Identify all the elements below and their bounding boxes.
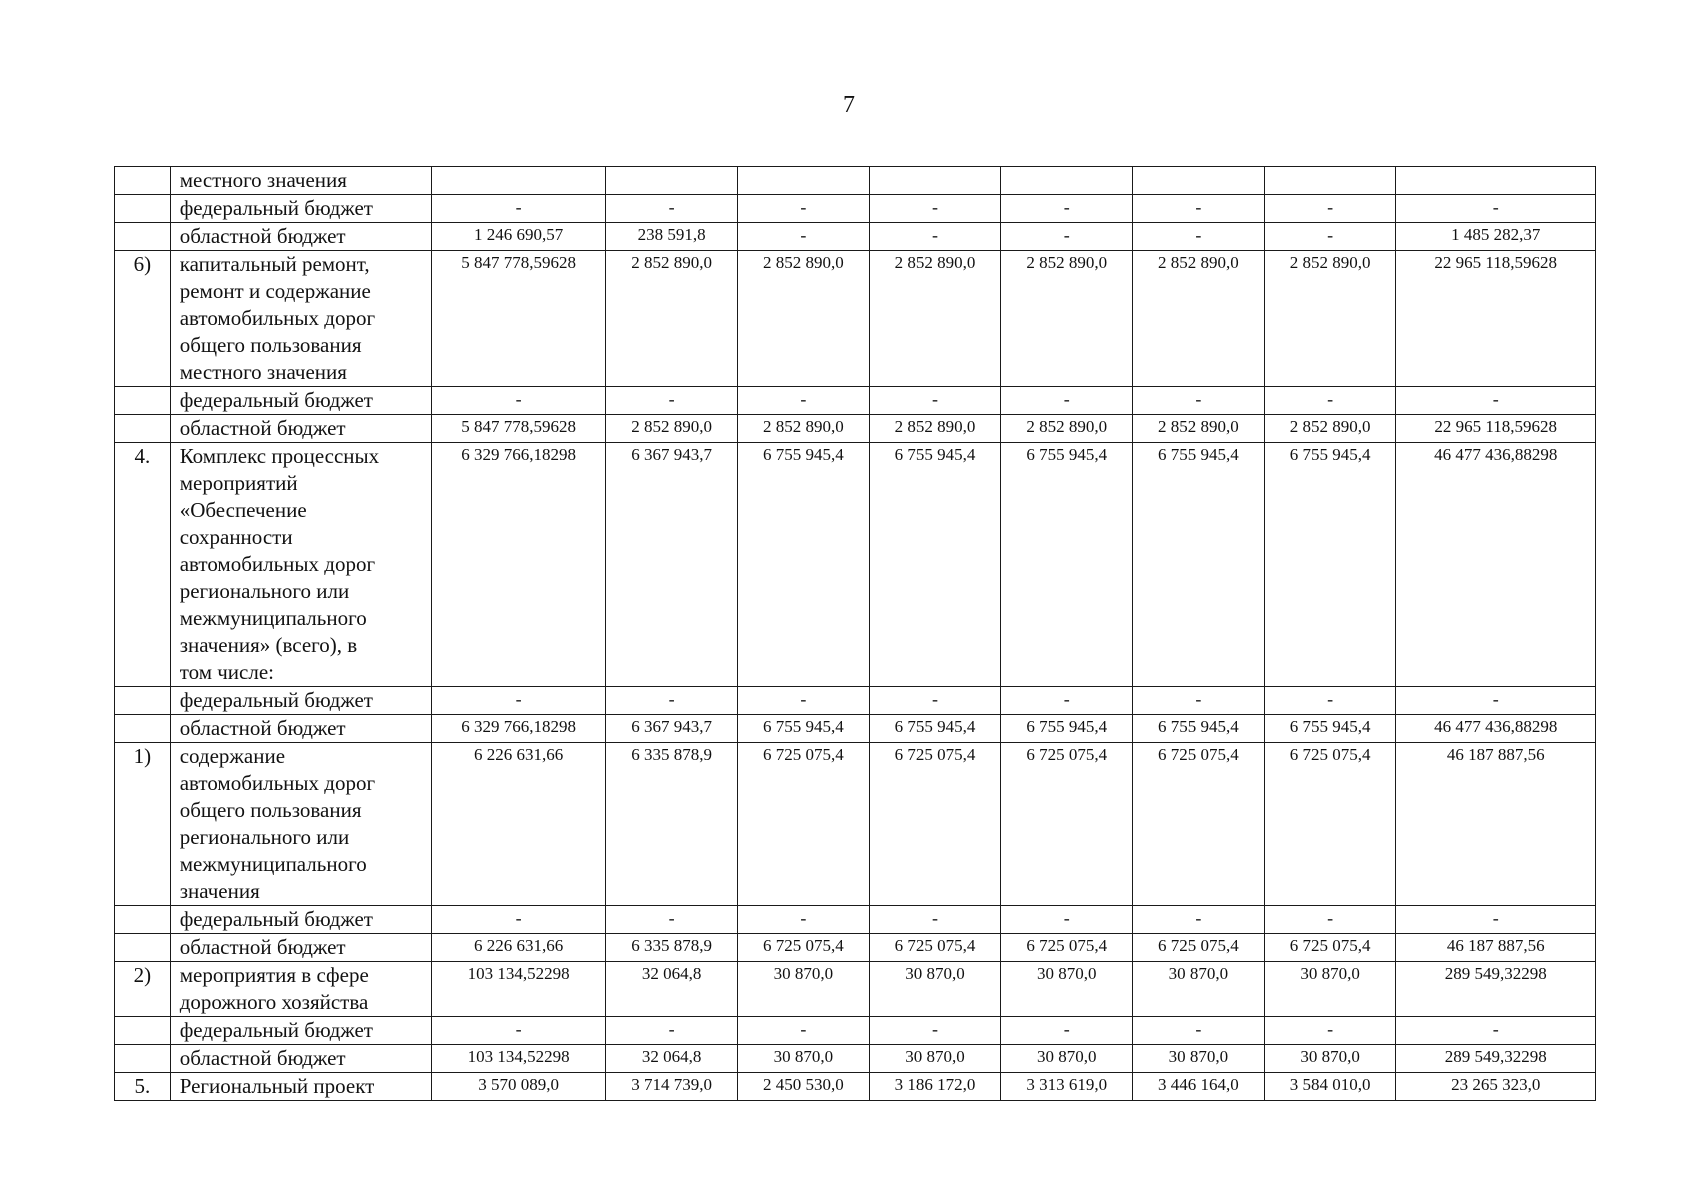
value-cell-5: - — [1001, 387, 1133, 415]
value-cell-5: 30 870,0 — [1001, 962, 1133, 1017]
value-cell-1: - — [432, 687, 606, 715]
value-cell-1: - — [432, 906, 606, 934]
value-cell-2: 32 064,8 — [606, 1045, 738, 1073]
value-cell-7: - — [1264, 195, 1396, 223]
value-cell-3: 6 725 075,4 — [737, 934, 869, 962]
row-number-cell — [115, 223, 171, 251]
value-cell-3: - — [737, 1017, 869, 1045]
row-label-cell — [170, 415, 431, 443]
value-cell-3: 6 755 945,4 — [737, 443, 869, 687]
value-cell-8: 1 485 282,37 — [1396, 223, 1596, 251]
row-label-line: Региональный проект — [179, 1074, 375, 1098]
value-cell-8: 46 187 887,56 — [1396, 934, 1596, 962]
row-label-line: областной бюджет — [179, 716, 346, 740]
table-row — [115, 906, 1596, 934]
value-cell-8: 22 965 118,59628 — [1396, 251, 1596, 387]
value-cell-6: 3 446 164,0 — [1133, 1073, 1265, 1101]
table-row — [115, 962, 1596, 1017]
value-cell-8: 23 265 323,0 — [1396, 1073, 1596, 1101]
value-cell-2: - — [606, 1017, 738, 1045]
row-label-line: содержание — [179, 744, 286, 768]
row-label-cell — [170, 687, 431, 715]
value-cell-5: - — [1001, 687, 1133, 715]
table-row — [115, 687, 1596, 715]
row-label-line: федеральный бюджет — [179, 388, 373, 412]
value-cell-2: 32 064,8 — [606, 962, 738, 1017]
value-cell-3: 2 852 890,0 — [737, 415, 869, 443]
value-cell-5: - — [1001, 1017, 1133, 1045]
value-cell-3: - — [737, 387, 869, 415]
row-label-cell — [170, 1045, 431, 1073]
value-cell-1: - — [432, 1017, 606, 1045]
value-cell-8: 289 549,32298 — [1396, 1045, 1596, 1073]
table-row — [115, 1073, 1596, 1101]
value-cell-8 — [1396, 167, 1596, 195]
value-cell-1: 6 226 631,66 — [432, 934, 606, 962]
value-cell-1: 6 329 766,18298 — [432, 443, 606, 687]
value-cell-8: 289 549,32298 — [1396, 962, 1596, 1017]
value-cell-8: - — [1396, 906, 1596, 934]
row-label-line: дорожного хозяйства — [179, 990, 369, 1014]
row-label-line: областной бюджет — [179, 935, 346, 959]
value-cell-4: - — [869, 223, 1001, 251]
row-label-line: капитальный ремонт, — [179, 252, 370, 276]
value-cell-4: 30 870,0 — [869, 962, 1001, 1017]
value-cell-8: - — [1396, 195, 1596, 223]
row-label-line: значения» (всего), в — [179, 633, 358, 657]
row-label-cell — [170, 906, 431, 934]
table-row — [115, 167, 1596, 195]
row-label-cell — [170, 1017, 431, 1045]
row-label-line: Комплекс процессных — [179, 444, 380, 468]
value-cell-2: 6 367 943,7 — [606, 715, 738, 743]
value-cell-6: 6 755 945,4 — [1133, 443, 1265, 687]
value-cell-7: - — [1264, 687, 1396, 715]
row-label-cell — [170, 251, 431, 387]
value-cell-1: 6 226 631,66 — [432, 743, 606, 906]
value-cell-2: 3 714 739,0 — [606, 1073, 738, 1101]
value-cell-7: 6 725 075,4 — [1264, 934, 1396, 962]
value-cell-6: 6 755 945,4 — [1133, 715, 1265, 743]
row-label-cell — [170, 195, 431, 223]
row-number-cell: 2) — [115, 962, 171, 1017]
row-label-cell — [170, 962, 431, 1017]
value-cell-2: 238 591,8 — [606, 223, 738, 251]
value-cell-7: 6 755 945,4 — [1264, 443, 1396, 687]
value-cell-6: 2 852 890,0 — [1133, 415, 1265, 443]
value-cell-4: 6 755 945,4 — [869, 715, 1001, 743]
table-row — [115, 251, 1596, 387]
row-label-line: автомобильных дорог — [179, 306, 376, 330]
value-cell-2: - — [606, 687, 738, 715]
table-row — [115, 415, 1596, 443]
value-cell-4: - — [869, 1017, 1001, 1045]
value-cell-6: 30 870,0 — [1133, 1045, 1265, 1073]
value-cell-5: - — [1001, 223, 1133, 251]
value-cell-5: 6 725 075,4 — [1001, 934, 1133, 962]
row-label-line: автомобильных дорог — [179, 771, 376, 795]
value-cell-7: 6 725 075,4 — [1264, 743, 1396, 906]
value-cell-4: 6 725 075,4 — [869, 743, 1001, 906]
row-label-cell — [170, 715, 431, 743]
row-number-cell — [115, 415, 171, 443]
row-label-line: «Обеспечение — [179, 498, 307, 522]
table-row — [115, 195, 1596, 223]
row-label-line: межмуниципального — [179, 606, 367, 630]
value-cell-3: 30 870,0 — [737, 1045, 869, 1073]
value-cell-1 — [432, 167, 606, 195]
row-label-cell — [170, 167, 431, 195]
row-label-line: общего пользования — [179, 333, 362, 357]
value-cell-2: 6 367 943,7 — [606, 443, 738, 687]
row-label-line: общего пользования — [179, 798, 362, 822]
value-cell-8: 22 965 118,59628 — [1396, 415, 1596, 443]
value-cell-3: - — [737, 195, 869, 223]
value-cell-6: - — [1133, 387, 1265, 415]
row-label-line: федеральный бюджет — [179, 196, 373, 220]
table-row — [115, 934, 1596, 962]
value-cell-3: 2 852 890,0 — [737, 251, 869, 387]
table-row — [115, 443, 1596, 687]
value-cell-8: - — [1396, 687, 1596, 715]
value-cell-5: - — [1001, 906, 1133, 934]
value-cell-3 — [737, 167, 869, 195]
value-cell-1: 6 329 766,18298 — [432, 715, 606, 743]
row-label-line: автомобильных дорог — [179, 552, 376, 576]
table-row — [115, 387, 1596, 415]
row-label-cell — [170, 443, 431, 687]
row-number-cell: 4. — [115, 443, 171, 687]
row-number-cell — [115, 715, 171, 743]
row-label-line: мероприятий — [179, 471, 298, 495]
table-row — [115, 223, 1596, 251]
value-cell-1: 5 847 778,59628 — [432, 251, 606, 387]
value-cell-6: 30 870,0 — [1133, 962, 1265, 1017]
value-cell-5: 6 755 945,4 — [1001, 443, 1133, 687]
value-cell-4: - — [869, 387, 1001, 415]
row-number-cell — [115, 387, 171, 415]
value-cell-4: 3 186 172,0 — [869, 1073, 1001, 1101]
value-cell-4: - — [869, 906, 1001, 934]
value-cell-4 — [869, 167, 1001, 195]
value-cell-2 — [606, 167, 738, 195]
value-cell-7: - — [1264, 906, 1396, 934]
value-cell-5 — [1001, 167, 1133, 195]
row-label-line: мероприятия в сфере — [179, 963, 369, 987]
budget-table-body — [115, 167, 1596, 1101]
value-cell-1: 5 847 778,59628 — [432, 415, 606, 443]
value-cell-7: 2 852 890,0 — [1264, 251, 1396, 387]
row-label-cell — [170, 223, 431, 251]
table-row — [115, 715, 1596, 743]
row-number-cell — [115, 1017, 171, 1045]
table-row — [115, 1045, 1596, 1073]
value-cell-6: - — [1133, 223, 1265, 251]
value-cell-7: 3 584 010,0 — [1264, 1073, 1396, 1101]
value-cell-8: 46 187 887,56 — [1396, 743, 1596, 906]
row-label-line: сохранности — [179, 525, 293, 549]
value-cell-4: 6 755 945,4 — [869, 443, 1001, 687]
page-number: 7 — [843, 92, 855, 118]
value-cell-8: - — [1396, 1017, 1596, 1045]
value-cell-5: 30 870,0 — [1001, 1045, 1133, 1073]
row-label-line: значения — [179, 879, 260, 903]
value-cell-3: - — [737, 906, 869, 934]
value-cell-1: - — [432, 387, 606, 415]
row-label-line: местного значения — [179, 360, 347, 384]
value-cell-7: - — [1264, 1017, 1396, 1045]
row-number-cell — [115, 167, 171, 195]
value-cell-2: - — [606, 906, 738, 934]
value-cell-7: 6 755 945,4 — [1264, 715, 1396, 743]
value-cell-8: 46 477 436,88298 — [1396, 443, 1596, 687]
value-cell-3: 6 725 075,4 — [737, 743, 869, 906]
value-cell-6: - — [1133, 906, 1265, 934]
row-label-line: местного значения — [179, 168, 347, 192]
row-label-line: регионального или — [179, 825, 350, 849]
value-cell-3: 30 870,0 — [737, 962, 869, 1017]
row-label-line: том числе: — [179, 660, 274, 684]
value-cell-1: 103 134,52298 — [432, 1045, 606, 1073]
value-cell-4: 2 852 890,0 — [869, 251, 1001, 387]
row-label-cell — [170, 1073, 431, 1101]
row-label-cell — [170, 387, 431, 415]
value-cell-4: 30 870,0 — [869, 1045, 1001, 1073]
value-cell-6: - — [1133, 1017, 1265, 1045]
value-cell-6: - — [1133, 195, 1265, 223]
value-cell-4: 2 852 890,0 — [869, 415, 1001, 443]
row-label-line: регионального или — [179, 579, 350, 603]
budget-table — [114, 166, 1596, 1101]
row-label-line: федеральный бюджет — [179, 907, 373, 931]
row-number-cell: 6) — [115, 251, 171, 387]
value-cell-5: 3 313 619,0 — [1001, 1073, 1133, 1101]
value-cell-2: 6 335 878,9 — [606, 743, 738, 906]
value-cell-5: 2 852 890,0 — [1001, 251, 1133, 387]
value-cell-5: 6 725 075,4 — [1001, 743, 1133, 906]
value-cell-3: 2 450 530,0 — [737, 1073, 869, 1101]
row-number-cell — [115, 1045, 171, 1073]
value-cell-7: 2 852 890,0 — [1264, 415, 1396, 443]
value-cell-3: - — [737, 687, 869, 715]
value-cell-6: - — [1133, 687, 1265, 715]
value-cell-7 — [1264, 167, 1396, 195]
value-cell-2: - — [606, 195, 738, 223]
row-number-cell — [115, 934, 171, 962]
row-number-cell — [115, 906, 171, 934]
row-number-cell — [115, 195, 171, 223]
row-number-cell — [115, 687, 171, 715]
value-cell-1: 103 134,52298 — [432, 962, 606, 1017]
value-cell-2: - — [606, 387, 738, 415]
value-cell-8: - — [1396, 387, 1596, 415]
value-cell-4: - — [869, 195, 1001, 223]
row-label-line: областной бюджет — [179, 416, 346, 440]
value-cell-6: 2 852 890,0 — [1133, 251, 1265, 387]
value-cell-6 — [1133, 167, 1265, 195]
value-cell-7: - — [1264, 387, 1396, 415]
value-cell-2: 6 335 878,9 — [606, 934, 738, 962]
value-cell-1: 1 246 690,57 — [432, 223, 606, 251]
row-label-cell — [170, 934, 431, 962]
row-label-line: межмуниципального — [179, 852, 367, 876]
value-cell-3: 6 755 945,4 — [737, 715, 869, 743]
value-cell-5: 6 755 945,4 — [1001, 715, 1133, 743]
row-number-cell: 1) — [115, 743, 171, 906]
value-cell-6: 6 725 075,4 — [1133, 743, 1265, 906]
value-cell-6: 6 725 075,4 — [1133, 934, 1265, 962]
value-cell-5: - — [1001, 195, 1133, 223]
row-label-cell — [170, 743, 431, 906]
value-cell-4: - — [869, 687, 1001, 715]
row-label-line: федеральный бюджет — [179, 1018, 373, 1042]
row-label-line: ремонт и содержание — [179, 279, 371, 303]
value-cell-1: 3 570 089,0 — [432, 1073, 606, 1101]
value-cell-7: 30 870,0 — [1264, 962, 1396, 1017]
value-cell-4: 6 725 075,4 — [869, 934, 1001, 962]
row-label-line: федеральный бюджет — [179, 688, 373, 712]
value-cell-5: 2 852 890,0 — [1001, 415, 1133, 443]
value-cell-3: - — [737, 223, 869, 251]
value-cell-7: - — [1264, 223, 1396, 251]
value-cell-1: - — [432, 195, 606, 223]
table-row — [115, 1017, 1596, 1045]
value-cell-2: 2 852 890,0 — [606, 415, 738, 443]
value-cell-2: 2 852 890,0 — [606, 251, 738, 387]
table-row — [115, 743, 1596, 906]
value-cell-8: 46 477 436,88298 — [1396, 715, 1596, 743]
value-cell-7: 30 870,0 — [1264, 1045, 1396, 1073]
row-label-line: областной бюджет — [179, 1046, 346, 1070]
row-label-line: областной бюджет — [179, 224, 346, 248]
row-number-cell: 5. — [115, 1073, 171, 1101]
